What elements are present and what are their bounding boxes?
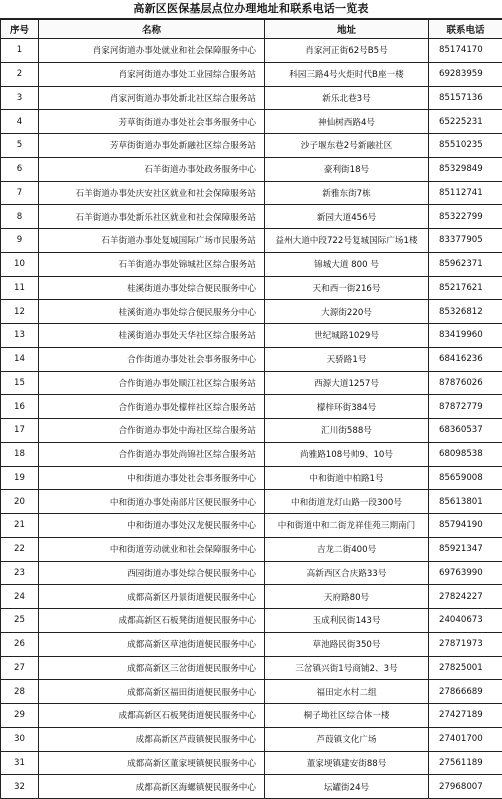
- row-address: 新园大道456号: [265, 205, 429, 229]
- table-row: [1, 395, 502, 419]
- table-row: [1, 704, 502, 728]
- row-address: 中和街道中和二街龙祥佳苑三期南门: [265, 514, 429, 538]
- row-phone: 68360537: [429, 419, 502, 443]
- row-name: 合作街道办事处檬梓社区综合服务站: [39, 395, 265, 419]
- row-index: 14: [1, 347, 39, 371]
- row-index: 2: [1, 62, 39, 86]
- row-address: 沙子堰东巷2号新融社区: [265, 134, 429, 158]
- table-row: [1, 39, 502, 63]
- row-index: 12: [1, 300, 39, 324]
- row-phone: 27824227: [429, 585, 502, 609]
- row-phone: 85322799: [429, 205, 502, 229]
- row-index: 15: [1, 371, 39, 395]
- table-row: [1, 347, 502, 371]
- row-index: 17: [1, 419, 39, 443]
- row-name: 石羊街道办事处庆安社区就业和社会保障服务站: [39, 181, 265, 205]
- row-name: 合作街道办事处顺江社区综合服务站: [39, 371, 265, 395]
- table-row: [1, 110, 502, 134]
- row-index: 18: [1, 442, 39, 466]
- row-address: 尚雅路108号帅9、10号: [265, 442, 429, 466]
- table-row: [1, 419, 502, 443]
- row-phone: 27401700: [429, 727, 502, 751]
- row-index: 26: [1, 632, 39, 656]
- row-phone: 85174170: [429, 39, 502, 63]
- table-row: [1, 252, 502, 276]
- row-index: 11: [1, 276, 39, 300]
- row-name: 芳草街街道办事处新融社区综合服务站: [39, 134, 265, 158]
- table-row: [1, 276, 502, 300]
- row-name: 肖家河街道办事处工业园综合服务站: [39, 62, 265, 86]
- row-address: 新乐北巷3号: [265, 86, 429, 110]
- row-phone: 27561189: [429, 751, 502, 775]
- row-name: 合作街道办事处社会事务服务中心: [39, 347, 265, 371]
- row-address: 世纪城路1029号: [265, 324, 429, 348]
- row-address: 西源大道1257号: [265, 371, 429, 395]
- row-index: 31: [1, 751, 39, 775]
- table-row: [1, 62, 502, 86]
- row-name: 成都高新区海螺镇便民服务中心: [39, 775, 265, 799]
- row-index: 30: [1, 727, 39, 751]
- row-address: 神仙树西路4号: [265, 110, 429, 134]
- table-row: [1, 442, 502, 466]
- row-phone: 83377905: [429, 229, 502, 253]
- row-address: 天和西一街216号: [265, 276, 429, 300]
- row-name: 石羊街道办事处复城国际广场市民服务站: [39, 229, 265, 253]
- table-row: [1, 680, 502, 704]
- row-address: 天府路80号: [265, 585, 429, 609]
- row-phone: 69763990: [429, 561, 502, 585]
- row-index: 3: [1, 86, 39, 110]
- table-row: [1, 656, 502, 680]
- table-row: [1, 181, 502, 205]
- table-row: [1, 609, 502, 633]
- row-index: 21: [1, 514, 39, 538]
- header-name: 名称: [39, 20, 265, 39]
- row-phone: 85613801: [429, 490, 502, 514]
- row-name: 肖家河街道办事处新北社区综合服务站: [39, 86, 265, 110]
- row-address: 玉成利民街143号: [265, 609, 429, 633]
- row-name: 成都高新区芦葭镇便民服务中心: [39, 727, 265, 751]
- row-name: 石羊街道办事处锦城社区综合服务站: [39, 252, 265, 276]
- row-phone: 87872779: [429, 395, 502, 419]
- table-row: [1, 727, 502, 751]
- row-index: 19: [1, 466, 39, 490]
- row-name: 合作街道办事处中海社区综合服务站: [39, 419, 265, 443]
- table-row: [1, 371, 502, 395]
- table-row: [1, 585, 502, 609]
- row-address: 吉龙二街400号: [265, 537, 429, 561]
- table-row: [1, 537, 502, 561]
- row-phone: 27866689: [429, 680, 502, 704]
- row-phone: 68416236: [429, 347, 502, 371]
- table-row: [1, 86, 502, 110]
- table-row: [1, 466, 502, 490]
- row-address: 桐子坳社区综合体一楼: [265, 704, 429, 728]
- row-phone: 27871973: [429, 632, 502, 656]
- row-address: 锦城大道 800 号: [265, 252, 429, 276]
- row-name: 肖家河街道办事处就业和社会保障服务中心: [39, 39, 265, 63]
- row-phone: 85329849: [429, 157, 502, 181]
- row-index: 28: [1, 680, 39, 704]
- row-address: 董家埂镇建安街88号: [265, 751, 429, 775]
- row-index: 13: [1, 324, 39, 348]
- row-phone: 65225231: [429, 110, 502, 134]
- row-index: 20: [1, 490, 39, 514]
- header-address: 地址: [265, 20, 429, 39]
- row-index: 10: [1, 252, 39, 276]
- row-name: 合作街道办事处尚锦社区综合服务站: [39, 442, 265, 466]
- row-index: 6: [1, 157, 39, 181]
- row-address: 中和街道龙灯山路一段300号: [265, 490, 429, 514]
- row-name: 石羊街道办事处新乐社区就业和社会保障服务站: [39, 205, 265, 229]
- document-title: 高新区医保基层点位办理地址和联系电话一览表: [0, 0, 502, 19]
- header-phone: 联系电话: [429, 20, 502, 39]
- row-phone: 85326812: [429, 300, 502, 324]
- row-name: 成都高新区石板凳街道便民服务中心: [39, 609, 265, 633]
- row-phone: 27825001: [429, 656, 502, 680]
- row-index: 24: [1, 585, 39, 609]
- row-phone: 85510235: [429, 134, 502, 158]
- row-name: 芳草街街道办事处社会事务服务中心: [39, 110, 265, 134]
- row-name: 中和街道办事处汉龙便民服务中心: [39, 514, 265, 538]
- header-index: 序号: [1, 20, 39, 39]
- row-name: 桂溪街道办事处综合便民服务分中心: [39, 300, 265, 324]
- row-address: 大源街220号: [265, 300, 429, 324]
- row-name: 成都高新区三岔街道便民服务中心: [39, 656, 265, 680]
- row-address: 科园三路4号火炬时代B座一楼: [265, 62, 429, 86]
- row-name: 成都高新区福田街道便民服务中心: [39, 680, 265, 704]
- row-phone: 85217621: [429, 276, 502, 300]
- row-address: 三岔镇兴街1号商铺2、3号: [265, 656, 429, 680]
- table-row: [1, 134, 502, 158]
- row-index: 9: [1, 229, 39, 253]
- row-name: 桂溪街道办事处综合便民服务中心: [39, 276, 265, 300]
- row-name: 石羊街道办事处政务服务中心: [39, 157, 265, 181]
- row-name: 成都高新区石板凳街道便民服务中心: [39, 704, 265, 728]
- row-address: 天骄路1号: [265, 347, 429, 371]
- row-index: 1: [1, 39, 39, 63]
- service-points-table: [0, 19, 502, 799]
- table-row: [1, 300, 502, 324]
- row-name: 成都高新区丹景街道便民服务中心: [39, 585, 265, 609]
- row-name: 中和街道办事处社会事务服务中心: [39, 466, 265, 490]
- row-name: 成都高新区草池街道便民服务中心: [39, 632, 265, 656]
- row-index: 29: [1, 704, 39, 728]
- row-name: 中和街道劳动就业和社会保障服务中心: [39, 537, 265, 561]
- row-index: 16: [1, 395, 39, 419]
- table-row: [1, 205, 502, 229]
- table-row: [1, 775, 502, 799]
- row-name: 中和街道办事处南部片区便民服务中心: [39, 490, 265, 514]
- row-address: 檬梓环街384号: [265, 395, 429, 419]
- row-address: 中和街道中柏路1号: [265, 466, 429, 490]
- row-name: 成都高新区董家埂镇便民服务中心: [39, 751, 265, 775]
- row-index: 5: [1, 134, 39, 158]
- row-phone: 85112741: [429, 181, 502, 205]
- row-phone: 87876026: [429, 371, 502, 395]
- row-address: 豪利街18号: [265, 157, 429, 181]
- row-phone: 68098538: [429, 442, 502, 466]
- table-body: [1, 39, 502, 799]
- row-address: 高新西区合庆路33号: [265, 561, 429, 585]
- table-row: [1, 632, 502, 656]
- row-index: 25: [1, 609, 39, 633]
- row-phone: 85794190: [429, 514, 502, 538]
- table-header-row: [1, 20, 502, 39]
- row-index: 22: [1, 537, 39, 561]
- row-address: 芦葭镇文化广场: [265, 727, 429, 751]
- table-row: [1, 157, 502, 181]
- row-index: 32: [1, 775, 39, 799]
- row-address: 坛罐街24号: [265, 775, 429, 799]
- row-address: 汇川街588号: [265, 419, 429, 443]
- row-address: 福田定水村二组: [265, 680, 429, 704]
- row-index: 27: [1, 656, 39, 680]
- row-phone: 85157136: [429, 86, 502, 110]
- table-row: [1, 561, 502, 585]
- row-index: 4: [1, 110, 39, 134]
- row-address: 肖家河正街62号B5号: [265, 39, 429, 63]
- row-index: 8: [1, 205, 39, 229]
- row-phone: 83419960: [429, 324, 502, 348]
- row-index: 7: [1, 181, 39, 205]
- row-address: 草池路民街350号: [265, 632, 429, 656]
- table-row: [1, 490, 502, 514]
- row-phone: 24040673: [429, 609, 502, 633]
- row-index: 23: [1, 561, 39, 585]
- row-name: 桂溪街道办事处天华社区综合服务站: [39, 324, 265, 348]
- table-row: [1, 229, 502, 253]
- row-phone: 85962371: [429, 252, 502, 276]
- row-phone: 27968007: [429, 775, 502, 799]
- table-row: [1, 751, 502, 775]
- row-phone: 85659008: [429, 466, 502, 490]
- row-phone: 27427189: [429, 704, 502, 728]
- table-row: [1, 514, 502, 538]
- row-name: 西园街道办事处综合便民服务中心: [39, 561, 265, 585]
- row-phone: 85921347: [429, 537, 502, 561]
- row-address: 益州大道中段722号复城国际广场1楼: [265, 229, 429, 253]
- row-address: 新雅东街7栋: [265, 181, 429, 205]
- row-phone: 69283959: [429, 62, 502, 86]
- table-row: [1, 324, 502, 348]
